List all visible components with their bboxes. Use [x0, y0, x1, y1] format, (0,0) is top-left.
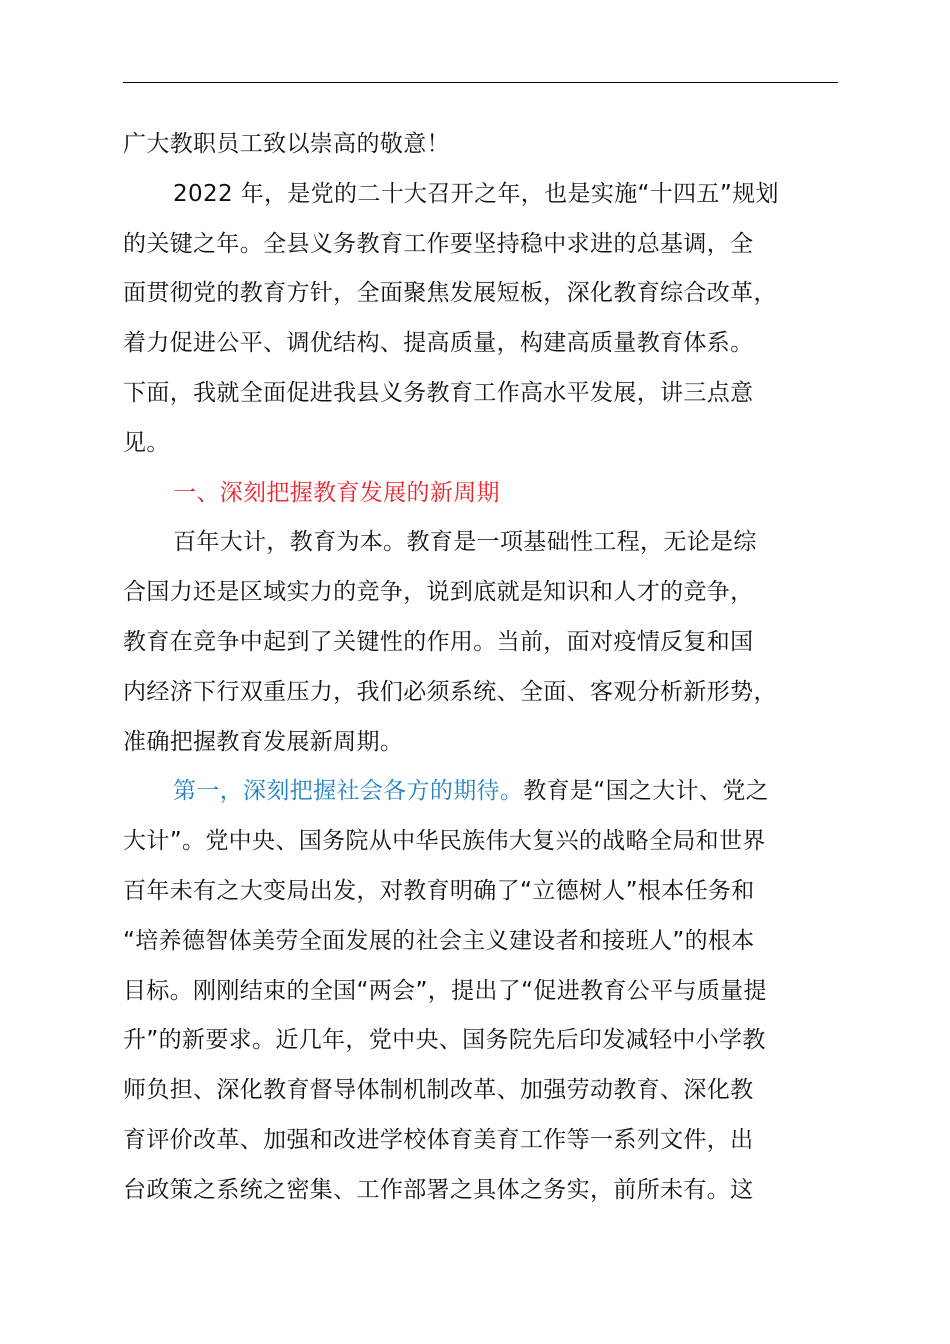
subsection-text: 教育是“国之大计、党之 — [523, 778, 770, 805]
text-line: 目标。刚刚结束的全国“两会”，提出了“促进教育公平与质量提 — [123, 977, 767, 1004]
text-line: 升”的新要求。近几年，党中央、国务院先后印发减轻中小学教 — [123, 1027, 766, 1054]
text-line: “培养德智体美劳全面发展的社会主义建设者和接班人”的根本 — [123, 927, 755, 954]
text-line: 的关键之年。全县义务教育工作要坚持稳中求进的总基调，全 — [123, 230, 754, 257]
header-rule — [123, 82, 838, 83]
paragraph-start-line — [123, 767, 843, 817]
text-line: 下面，我就全面促进我县义务教育工作高水平发展，讲三点意 — [123, 379, 754, 406]
document-body — [123, 120, 843, 1216]
text-line: 育评价改革、加强和改进学校体育美育工作等一系列文件，出 — [123, 1126, 754, 1153]
text-line: 见。 — [123, 429, 170, 456]
paragraph-start-line: 2022 年，是党的二十大召开之年，也是实施“十四五”规划 — [173, 180, 779, 207]
text-line: 广大教职员工致以崇高的敬意！ — [123, 131, 450, 157]
text-line: 大计”。党中央、国务院从中华民族伟大复兴的战略全局和世界 — [123, 828, 766, 855]
section-heading: 一、深刻把握教育发展的新周期 — [173, 479, 500, 506]
text-line: 师负担、深化教育督导体制机制改革、加强劳动教育、深化教 — [123, 1077, 754, 1104]
text-line: 面贯彻党的教育方针，全面聚焦发展短板，深化教育综合改革， — [123, 280, 777, 307]
text-line: 着力促进公平、调优结构、提高质量，构建高质量教育体系。 — [123, 330, 754, 357]
text-line: 教育在竞争中起到了关键性的作用。当前，面对疫情反复和国 — [123, 628, 754, 655]
text-line: 准确把握教育发展新周期。 — [123, 728, 404, 755]
text-line: 内经济下行双重压力，我们必须系统、全面、客观分析新形势， — [123, 678, 777, 705]
subsection-lead: 第一，深刻把握社会各方的期待。 — [173, 778, 524, 805]
text-line: 合国力还是区域实力的竞争，说到底就是知识和人才的竞争， — [123, 579, 754, 606]
text-line: 百年未有之大变局出发，对教育明确了“立德树人”根本任务和 — [123, 877, 755, 904]
text-line: 台政策之系统之密集、工作部署之具体之务实，前所未有。这 — [123, 1176, 754, 1203]
paragraph-start-line: 百年大计，教育为本。教育是一项基础性工程，无论是综 — [173, 529, 757, 556]
